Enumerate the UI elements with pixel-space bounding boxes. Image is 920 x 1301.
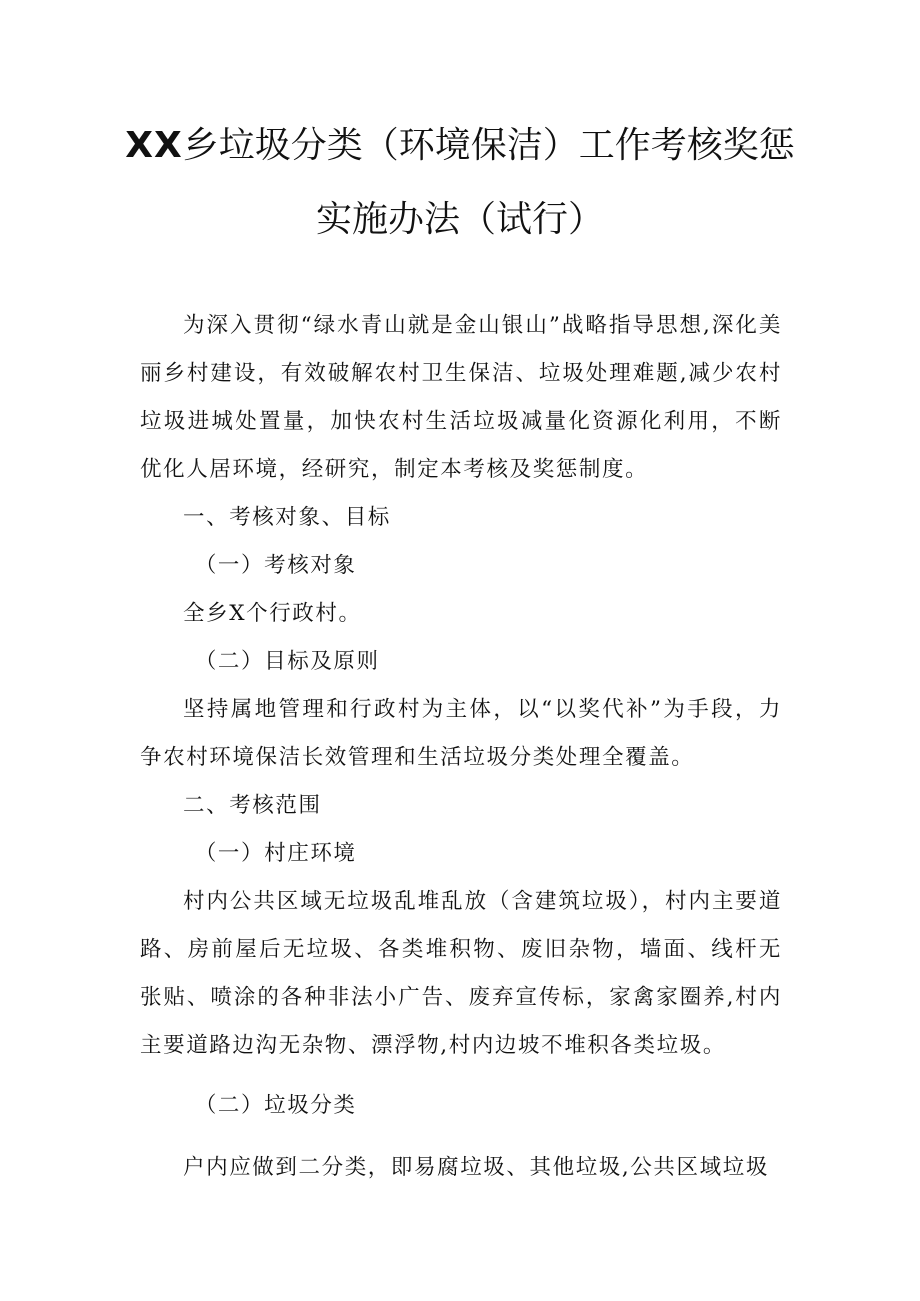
intro-paragraph: 为深入贯彻“绿水青山就是金山银山”战略指导思想,深化美丽乡村建设，有效破解农村卫生保洁、垃圾处理难题,减少农村垃圾进城处置量，加快农村生活垃圾减量化资源化利用，不断优化人居环境，经研究，制定本考核及奖惩制度。 bbox=[140, 313, 782, 482]
section-2-subheading-1: （一）村庄环境 bbox=[194, 841, 357, 866]
title-prefix: XX bbox=[125, 125, 183, 166]
document-body-continued bbox=[140, 1082, 782, 1192]
title-line-1-text: 乡垃圾分类（环境保洁）工作考核奖惩 bbox=[182, 125, 795, 166]
document-title-line-1 bbox=[110, 124, 810, 168]
section-2-subheading-2: （二）垃圾分类 bbox=[194, 1093, 357, 1118]
section-1-heading: 一、考核对象、目标 bbox=[183, 505, 391, 530]
section-1-text-1: 全乡X个行政村。 bbox=[183, 601, 362, 626]
section-1-subheading-2: （二）目标及原则 bbox=[194, 649, 380, 674]
section-1-text-2: 坚持属地管理和行政村为主体，以“以奖代补”为手段，力争农村环境保洁长效管理和生活垃圾分类处理全覆盖。 bbox=[140, 697, 782, 770]
section-1-subheading-1: （一）考核对象 bbox=[194, 553, 357, 578]
section-2-heading: 二、考核范围 bbox=[183, 793, 322, 818]
document-title-line-2: 实施办法（试行） bbox=[315, 199, 604, 240]
section-2-text-2: 户内应做到二分类，即易腐垃圾、其他垃圾,公共区域垃圾 bbox=[183, 1155, 769, 1180]
document-body bbox=[140, 302, 782, 1070]
section-2-text-1: 村内公共区域无垃圾乱堆乱放（含建筑垃圾），村内主要道路、房前屋后无垃圾、各类堆积物、废旧杂物，墙面、线杆无张贴、喷涂的各种非法小广告、废弃宣传标，家禽家圈养,村内主要道路边沟无杂物、漂浮物,村内边坡不堆积各类垃圾。 bbox=[140, 889, 782, 1058]
